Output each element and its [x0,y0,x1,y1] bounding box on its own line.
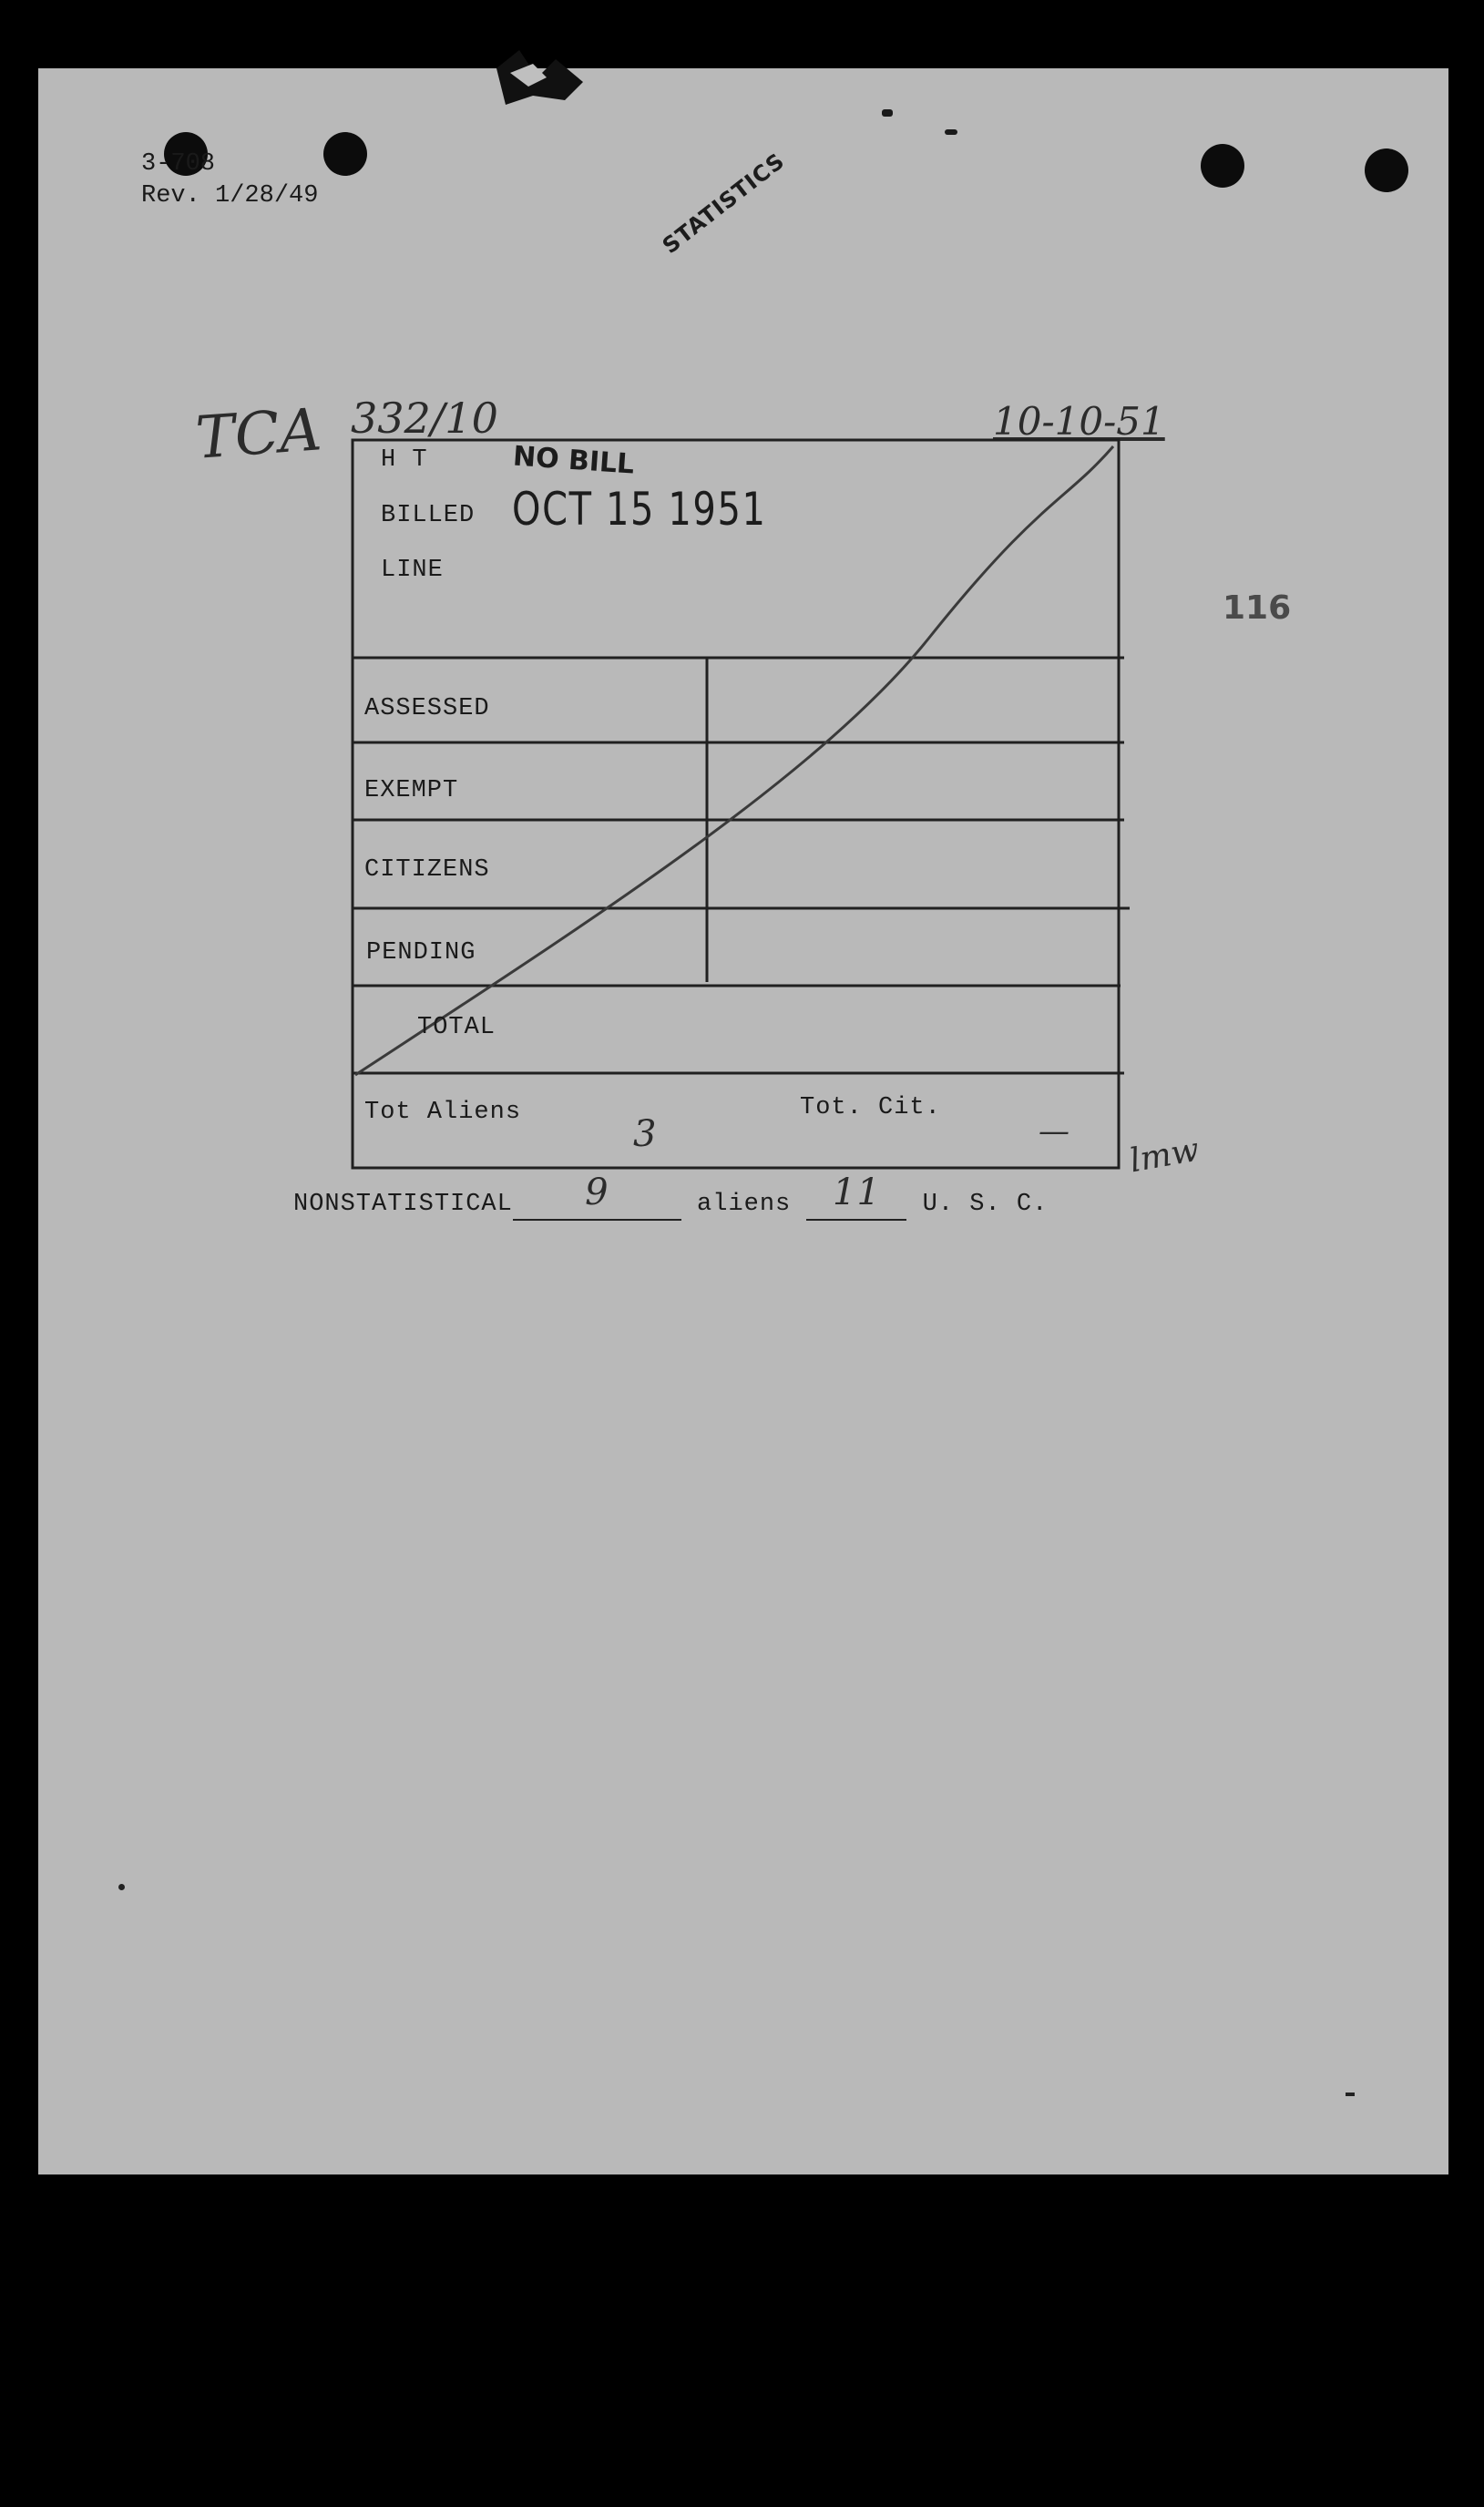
line-label: LINE [381,557,444,584]
nonstat-aliens-value: 9 [585,1172,609,1213]
row-citizens-label: CITIZENS [364,856,490,884]
nonstat-usc-value: 11 [833,1172,881,1213]
total-label: TOTAL [417,1014,496,1041]
billed-date-stamp: OCT 15 1951 [512,483,767,536]
row-pending-label: PENDING [366,939,476,967]
nonstatistical-label: NONSTATISTICAL [293,1191,513,1218]
file-ref-prefix: TCA [193,396,324,473]
initials: lmw [1127,1131,1203,1181]
cancel-stroke [355,446,1113,1075]
ht-label: H T [381,446,428,474]
no-bill-stamp: NO BILL [511,440,636,481]
handwritten-date: 10-10-51 [993,399,1165,444]
row-assessed-label: ASSESSED [364,695,490,722]
nonstat-usc-blank [806,1172,906,1221]
speck-1 [882,109,893,117]
aliens-label: aliens [697,1191,792,1218]
tot-cit-label: Tot. Cit. [800,1094,941,1121]
tot-aliens-label: Tot Aliens [364,1099,522,1126]
tot-aliens-value: 3 [633,1113,657,1155]
form-revision: Rev. 1/28/49 [141,182,319,210]
speck-3 [118,1884,125,1890]
nonstat-aliens-blank [513,1172,681,1221]
statistics-stamp: STATISTICS [658,148,790,260]
row-exempt-label: EXEMPT [364,777,459,804]
speck-2 [945,129,957,135]
tot-cit-value: — [1039,1113,1070,1150]
page-number-stamp: 116 [1223,589,1292,627]
file-ref-number: 332/10 [351,394,498,443]
nonstatistical-line [293,1172,1049,1221]
form-number: 3-708 [141,150,216,178]
usc-label: U. S. C. [922,1191,1049,1218]
speck-4 [1346,2093,1355,2096]
billed-label: BILLED [381,502,476,529]
